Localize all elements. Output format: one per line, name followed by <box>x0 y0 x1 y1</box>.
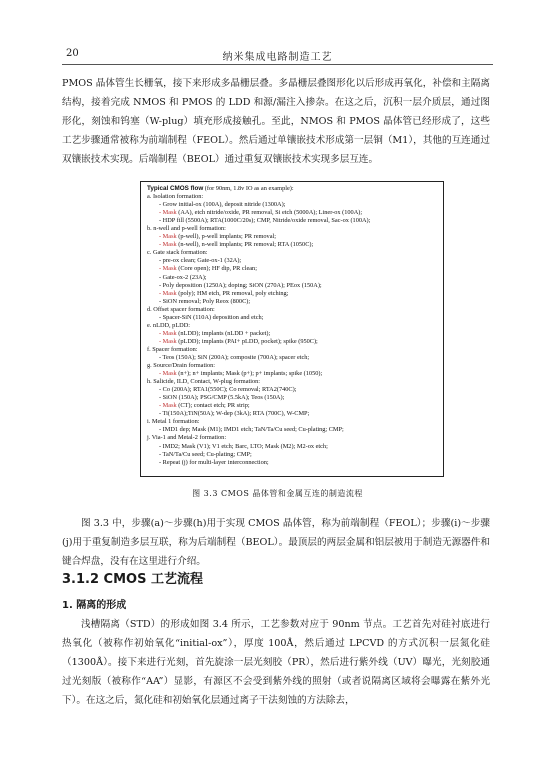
flow-step <box>147 265 437 273</box>
step-text: (AA), etch nitride/oxide, PR removal, Si etch (5000A); Liner-ox (100A); <box>176 209 363 217</box>
mask-label: - Mask <box>159 233 177 241</box>
flow-section: j. Via-1 and Metal-2 formation: <box>147 434 227 442</box>
mask-label: - Mask <box>159 241 177 249</box>
step-text: (poly); HM etch, PR removal, poly etching; <box>176 289 289 297</box>
step-text: (CT); contact etch; PR strip; <box>176 402 250 410</box>
mask-label: - Mask <box>159 329 177 337</box>
flow-title <box>147 185 437 193</box>
step-text: (nLDD); implants (nLDD + packet); <box>176 329 271 337</box>
step-text: (n-well), n-well implants; PR removal; RTA (1050C); <box>176 241 314 249</box>
page-header <box>62 46 493 65</box>
step-text: (Core open); HF dip, PR clean; <box>176 265 257 273</box>
flow-section: h. Salicide, ILD, Contact, W-plug formation: <box>147 378 261 386</box>
flow-step <box>147 298 437 306</box>
flow-step <box>147 402 437 410</box>
running-title: 纳米集成电路制造工艺 <box>222 52 333 63</box>
flow-section: g. Source/Drain formation: <box>147 362 216 370</box>
flow-section: b. n-well and p-well formation: <box>147 225 226 233</box>
flow-title-note: (for 90nm, 1.8v IO as an example): <box>203 185 294 192</box>
step-text: - TaN/Ta/Cu seed; Cu-plating; CMP; <box>159 450 252 458</box>
step-text: - Grow initial-ox (100A), deposit nitride (1300A); <box>159 201 286 209</box>
mask-label: - Mask <box>159 289 177 297</box>
step-text: (n+); n+ implants; Mask (p+); p+ implants; spike (1050); <box>176 370 323 378</box>
cmos-flow-figure <box>140 181 444 477</box>
flow-step <box>147 233 437 241</box>
flow-section: c. Gate stack formation: <box>147 249 208 257</box>
flow-step <box>147 314 437 322</box>
flow-step <box>147 217 437 225</box>
step-text: - Poly deposition (1250A); doping; SiON (270A); PEox (150A); <box>159 281 322 289</box>
step-text: - HDP fill (5500A); RTA(1000C/20s); CMP, Nitride/oxide removal, Sac-ox (100A); <box>159 217 371 225</box>
flow-step <box>147 451 437 459</box>
flow-step <box>147 354 437 362</box>
step-text: - IMD2; Mask (V1); V1 etch; Barc, LTO; Mask (M2); M2-ox etch; <box>159 442 328 450</box>
flow-step <box>147 257 437 265</box>
flow-title-bold: Typical CMOS flow <box>147 185 204 192</box>
step-text: - SiON removal; Poly Reox (800C); <box>159 297 251 305</box>
flow-step <box>147 201 437 209</box>
step-text: (pLDD); implants (PAI+ pLDD, pocket); spike (950C); <box>176 337 318 345</box>
flow-step <box>147 370 437 378</box>
flow-step <box>147 394 437 402</box>
mask-label: - Mask <box>159 370 177 378</box>
flow-step <box>147 241 437 249</box>
step-text: - Gate-ox-2 (23A); <box>159 273 207 281</box>
flow-step <box>147 426 437 434</box>
intro-paragraph: PMOS 晶体管生长栅氧，接下来形成多晶栅层叠。多晶栅层叠图形化以后形成再氧化，补偿和主隔离结构，接着完成 NMOS 和 PMOS 的 LDD 和源/漏注入掺杂。在这之后，沉积一层介质层，通过图形化，刻蚀和钨塞（W-plug）填充形成接触孔。至此，NMOS 和 PMOS 晶体管已经形成了，这些工艺步骤通常被称为前端制程（FEOL）。然后通过单镶嵌技术形成第一层铜（M1），其他的互连通过双镶嵌技术实现。后端制程（BEOL）通过重复双镶嵌技术实现多层互连。 <box>62 78 490 165</box>
mask-label: - Mask <box>159 209 177 217</box>
page-number: 20 <box>66 48 79 59</box>
flow-section: e. nLDD, pLDD: <box>147 321 191 329</box>
flow-step <box>147 209 437 217</box>
flow-step <box>147 290 437 298</box>
flow-step <box>147 330 437 338</box>
flow-step <box>147 282 437 290</box>
flow-step <box>147 410 437 418</box>
step-text: - Spacer-SiN (110A) deposition and etch; <box>159 313 264 321</box>
paragraph-2: 图 3.3 中，步骤(a)～步骤(h)用于实现 CMOS 晶体管，称为前端制程（FEOL）；步骤(i)～步骤(j)用于重复制造多层互联，称为后端制程（BEOL）。最顶层的两层金属和铝层被用于制造无源器件和键合焊盘，没有在这里进行介绍。 <box>62 518 490 567</box>
flow-section: a. Isolation formation: <box>147 193 204 201</box>
step-text: - pre-ox clean; Gate-ox-1 (32A); <box>159 257 242 265</box>
section-heading: 3.1.2 CMOS 工艺流程 <box>62 572 203 587</box>
flow-steps <box>147 193 437 467</box>
flow-section: d. Offset spacer formation: <box>147 305 215 313</box>
step-text: - IMD1 dep; Mask (M1); IMD1 etch; TaN/Ta/Cu seed; Cu-plating; CMP; <box>159 426 344 434</box>
flow-step <box>147 443 437 451</box>
flow-step <box>147 459 437 467</box>
subsection-heading: 1. 隔离的形成 <box>62 600 127 611</box>
step-text: - Ti(150A);TiN(50A); W-dep (3kA); RTA (700C), W-CMP; <box>159 410 310 418</box>
figure-caption: 图 3.3 CMOS 晶体管和金属互连的制造流程 <box>192 489 363 498</box>
step-text: - SiON (150A); PSG/CMP (5.5kA); Teos (150A); <box>159 394 285 402</box>
step-text: - Co (200A); RTA1(550C); Co removal; RTA2(740C); <box>159 386 297 394</box>
flow-step <box>147 274 437 282</box>
mask-label: - Mask <box>159 337 177 345</box>
mask-label: - Mask <box>159 265 177 273</box>
flow-section: f. Spacer formation: <box>147 345 198 353</box>
step-text: - Repeat (j) for multi-layer interconnection; <box>159 458 269 466</box>
flow-step <box>147 338 437 346</box>
paragraph-3: 浅槽隔离（STD）的形成如图 3.4 所示，工艺参数对应于 90nm 节点。工艺首先对硅衬底进行热氧化（被称作初始氧化“initial-ox”），厚度 100Å，然后通过 LPCVD 的方式沉积一层氮化硅（1300Å）。接下来进行光刻，首先旋涂一层光刻胶（PR），然后进行紫外线（UV）曝光，光刻胶通过光刻版（被称作“AA”）显影，有源区不会受到紫外线的照射（或者说隔离区域将会曝露在紫外光下）。在这之后，氮化硅和初始氧化层通过离子干法刻蚀的方法除去， <box>62 619 490 706</box>
flow-step <box>147 386 437 394</box>
step-text: (p-well), p-well implants; PR removal; <box>176 233 277 241</box>
step-text: - Teos (150A); SiN (200A); composite (700A); spacer etch; <box>159 353 310 361</box>
flow-section: i. Metal 1 formation: <box>147 418 200 426</box>
mask-label: - Mask <box>159 402 177 410</box>
